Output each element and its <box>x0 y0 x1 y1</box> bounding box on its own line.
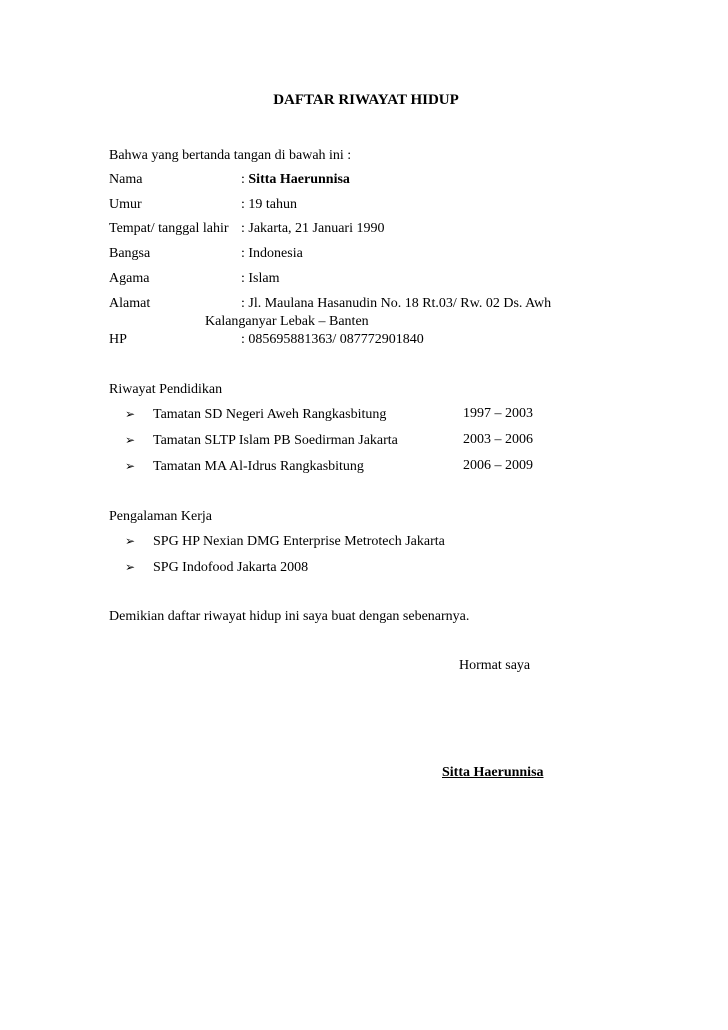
field-label-bangsa: Bangsa <box>109 246 151 261</box>
field-value-umur: : 19 tahun <box>241 197 297 212</box>
education-item <box>125 457 364 476</box>
work-item-name: SPG Indofood Jakarta 2008 <box>153 560 309 575</box>
arrow-bullet-icon: ➢ <box>125 534 136 548</box>
education-item-years: 1997 – 2003 <box>463 406 533 421</box>
signature-name: Sitta Haerunnisa <box>442 765 544 780</box>
education-item-name: Tamatan SD Negeri Aweh Rangkasbitung <box>153 407 387 422</box>
intro-text: Bahwa yang bertanda tangan di bawah ini : <box>109 148 352 163</box>
education-item-name: Tamatan MA Al-Idrus Rangkasbitung <box>153 459 364 474</box>
field-value-nama: : Sitta Haerunnisa <box>241 172 350 187</box>
arrow-bullet-icon: ➢ <box>125 459 136 473</box>
work-item <box>125 532 445 551</box>
field-label-agama: Agama <box>109 271 150 286</box>
education-item <box>125 431 398 450</box>
arrow-bullet-icon: ➢ <box>125 407 136 421</box>
closing-statement: Demikian daftar riwayat hidup ini saya buat dengan sebenarnya. <box>109 609 470 624</box>
arrow-bullet-icon: ➢ <box>125 560 136 574</box>
field-value-bangsa: : Indonesia <box>241 246 303 261</box>
education-item-years: 2003 – 2006 <box>463 432 533 447</box>
work-item-name: SPG HP Nexian DMG Enterprise Metrotech Jakarta <box>153 534 445 549</box>
signature-greeting: Hormat saya <box>459 658 531 673</box>
work-item <box>125 558 308 577</box>
field-label-hp: HP <box>109 332 127 347</box>
field-label-nama: Nama <box>109 172 143 187</box>
field-label-ttl: Tempat/ tanggal lahir <box>109 221 229 236</box>
field-value-agama: : Islam <box>241 271 280 286</box>
field-label-umur: Umur <box>109 197 142 212</box>
field-value-alamat: : Jl. Maulana Hasanudin No. 18 Rt.03/ Rw. 02 Ds. Awh <box>241 296 552 311</box>
document-title: DAFTAR RIWAYAT HIDUP <box>273 92 459 108</box>
education-heading: Riwayat Pendidikan <box>109 382 223 397</box>
field-value-alamat-line2: Kalanganyar Lebak – Banten <box>205 314 369 329</box>
education-item-years: 2006 – 2009 <box>463 458 533 473</box>
arrow-bullet-icon: ➢ <box>125 433 136 447</box>
field-label-alamat: Alamat <box>109 296 151 311</box>
field-value-hp: : 085695881363/ 087772901840 <box>241 332 424 347</box>
field-value-ttl: : Jakarta, 21 Januari 1990 <box>241 221 385 236</box>
work-heading: Pengalaman Kerja <box>109 509 213 524</box>
education-item <box>125 405 386 424</box>
education-item-name: Tamatan SLTP Islam PB Soedirman Jakarta <box>153 433 398 448</box>
